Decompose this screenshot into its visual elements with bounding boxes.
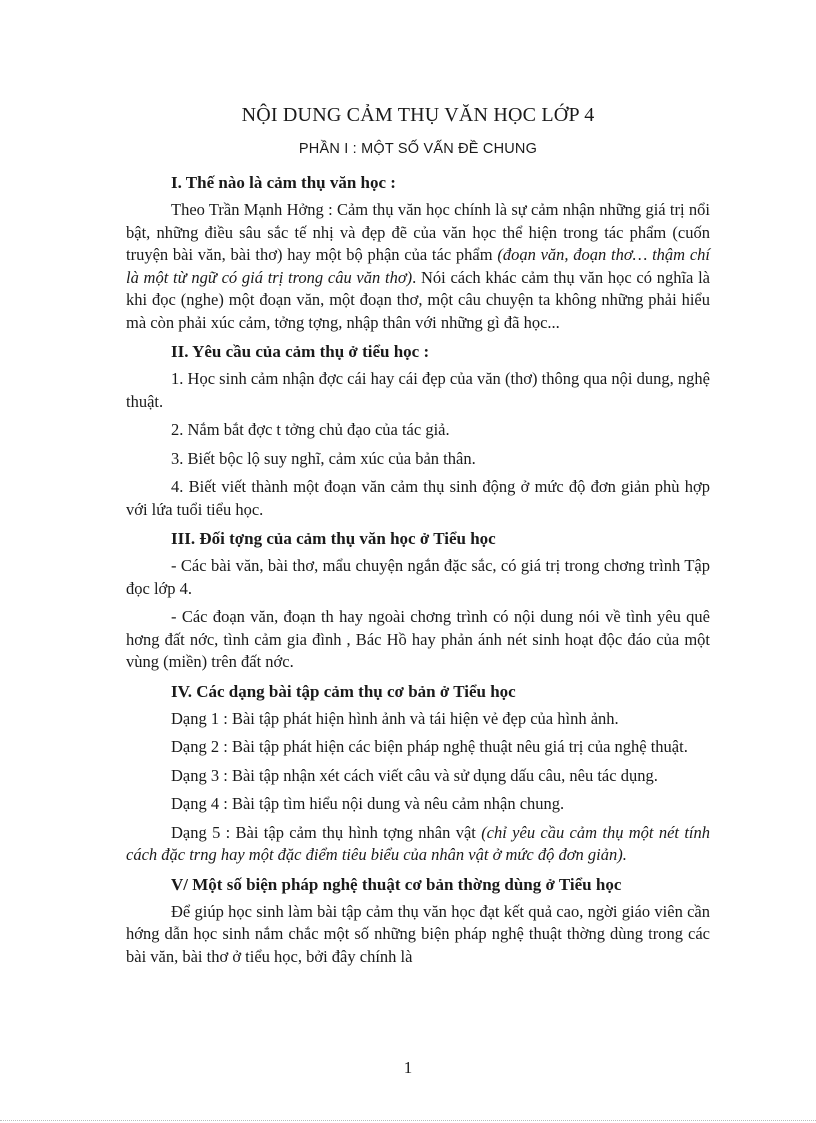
section-1-heading: I. Thế nào là cảm thụ văn học : bbox=[171, 173, 396, 192]
section-1-paragraph bbox=[126, 199, 710, 334]
part-heading: PHẦN I : MỘT SỐ VẤN ĐỀ CHUNG bbox=[298, 141, 538, 157]
page-number: 1 bbox=[403, 1058, 413, 1077]
document-content bbox=[126, 104, 710, 974]
section-3-item: - Các đoạn văn, đoạn th hay ngoài chơng trình có nội dung nói về tình yêu quê hơng đất nớc, tình cảm gia đình , Bác Hồ hay phản ánh nét sinh hoạt độc đáo của một vùng (miền) trên đất nớc. bbox=[126, 607, 710, 671]
section-4-type-3: Dạng 3 : Bài tập nhận xét cách viết câu và sử dụng dấu câu, nêu tác dụng. bbox=[171, 765, 658, 785]
section-5-paragraph: Để giúp học sinh làm bài tập cảm thụ văn học đạt kết quả cao, ngời giáo viên cần hớng dẫn học sinh nắm chắc một số những biện pháp nghệ thuật thờng dùng trong các bài văn, bài thơ ở tiểu học, bởi đây chính là bbox=[126, 901, 710, 966]
section-4-type-5 bbox=[126, 822, 710, 867]
section-2-item: 4. Biết viết thành một đoạn văn cảm thụ sinh động ở mức độ đơn giản phù hợp với lứa tuổi tiểu học. bbox=[126, 477, 710, 519]
section-2-heading: II. Yêu cầu của cảm thụ ở tiểu học : bbox=[171, 342, 430, 361]
section-4-type-2: Dạng 2 : Bài tập phát hiện các biện pháp nghệ thuật nêu giá trị của nghệ thuật. bbox=[171, 737, 688, 756]
section-4-heading: IV. Các dạng bài tập cảm thụ cơ bản ở Tiểu học bbox=[171, 681, 516, 701]
section-5-heading: V/ Một số biện pháp nghệ thuật cơ bản thờng dùng ở Tiểu học bbox=[171, 874, 622, 894]
section-1-text-b: . Nói cách khác cảm thụ văn học có nghĩa là khi đọc (nghe) một đoạn văn, một đoạn thơ, một câu chuyện ta không những phải hiểu mà còn phải xúc cảm, tởng tợng, nhập thân với những gì đã học... bbox=[126, 267, 711, 332]
page-title: NỘI DUNG CẢM THỤ VĂN HỌC LỚP 4 bbox=[241, 104, 595, 126]
section-4-type-1: Dạng 1 : Bài tập phát hiện hình ảnh và tái hiện vẻ đẹp của hình ảnh. bbox=[171, 708, 619, 728]
section-3-heading: III. Đối tợng của cảm thụ văn học ở Tiểu học bbox=[171, 529, 496, 548]
section-2-item: 3. Biết bộc lộ suy nghĩ, cảm xúc của bản thân. bbox=[171, 448, 476, 468]
section-2-item: 2. Nắm bắt đợc t tởng chủ đạo của tác giả. bbox=[171, 420, 450, 439]
section-1-italic-text: (đoạn văn, đoạn thơ… thậm chí là một từ ngữ có giá trị trong câu văn thơ) bbox=[126, 245, 710, 287]
section-4-type-5-text: Dạng 5 : Bài tập cảm thụ hình tợng nhân vật bbox=[171, 822, 482, 842]
section-2-item: 1. Học sinh cảm nhận đợc cái hay cái đẹp của văn (thơ) thông qua nội dung, nghệ thuật. bbox=[126, 369, 710, 411]
section-4-type-5-italic: (chỉ yêu cầu cảm thụ một nét tính cách đặc trng hay một đặc điểm tiêu biểu của nhân vật ở mức độ đơn giản). bbox=[126, 822, 710, 864]
page-bottom-divider bbox=[0, 1120, 816, 1121]
section-1-text-a: Theo Trần Mạnh Hởng : Cảm thụ văn học chính là sự cảm nhận những giá trị nổi bật, những điều sâu sắc tế nhị và đẹp đẽ của văn học thể hiện trong tác phẩm (cuốn truyện bài văn, bài thơ) hay một bộ phận của tác phẩm bbox=[126, 200, 710, 264]
section-4-type-4: Dạng 4 : Bài tập tìm hiểu nội dung và nêu cảm nhận chung. bbox=[171, 794, 565, 813]
section-3-item: - Các bài văn, bài thơ, mẩu chuyện ngắn đặc sắc, có giá trị trong chơng trình Tập đọc lớp 4. bbox=[126, 556, 710, 598]
